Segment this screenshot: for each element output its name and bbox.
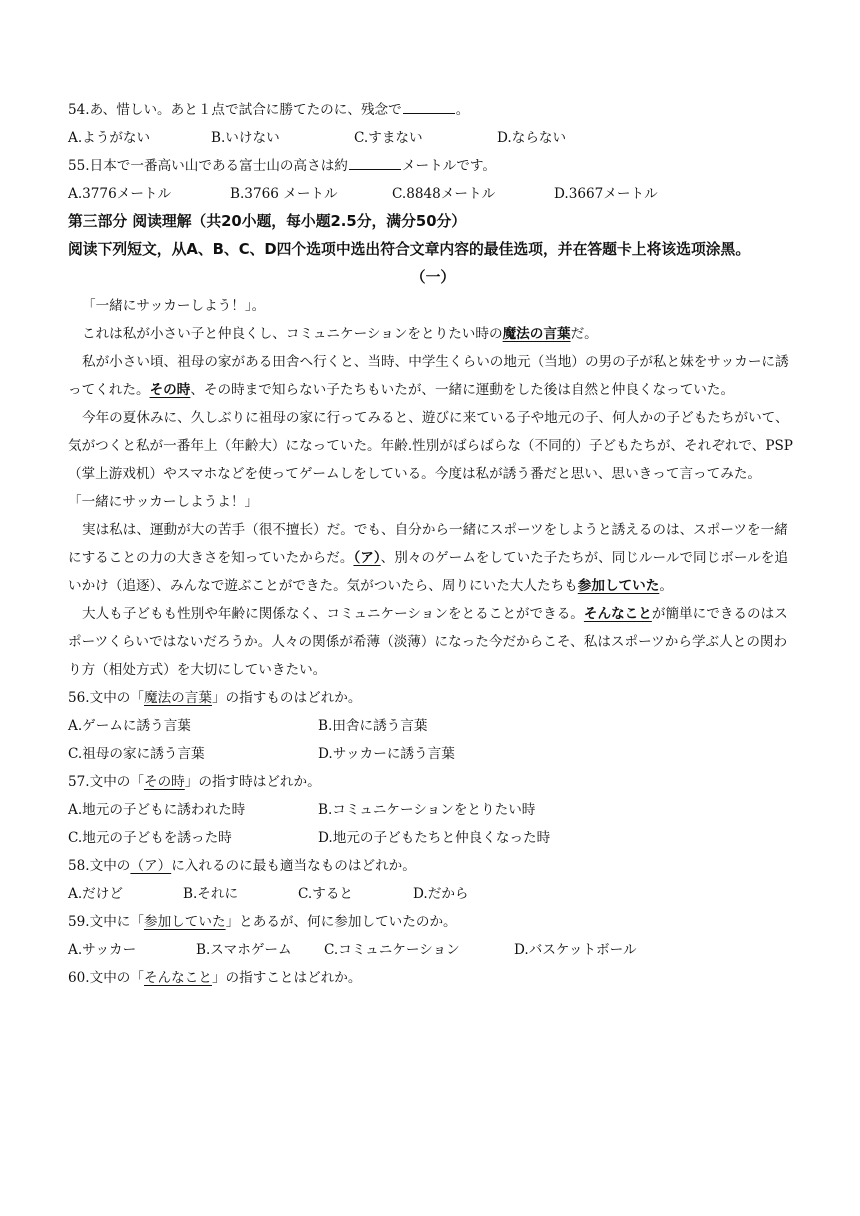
option-c: C.すまない xyxy=(354,130,423,146)
underlined-term: （ア） xyxy=(130,858,172,874)
option-a: A.サッカー xyxy=(68,942,137,958)
passage-text: 実は私は、運動が大の苦手（很不擅长）だ。でも、自分から一緒にスポーツをしようと誘えるのは、スポーツを一緒にすることの力の大きさを知っていたからだ。 xyxy=(68,522,788,566)
option-d: D.3667メートル xyxy=(554,186,658,202)
question-text: 60.文中の「 xyxy=(68,970,144,986)
section-title: 第三部分 阅读理解（共20小题，每小题2.5分，满分50分） xyxy=(68,213,467,230)
option-b: B.3766 メートル xyxy=(230,186,338,202)
option-a: A.地元の子どもに誘われた時 xyxy=(68,802,246,818)
question-56-stem xyxy=(68,684,798,712)
underlined-term: 参加していた xyxy=(144,914,226,930)
passage-paragraph-4: 今年の夏休みに、久しぶりに祖母の家に行ってみると、遊びに来ている子や地元の子、何人かの子どもたちがいて、気がつくと私が一番年上（年齢大）になっていた。年齢.性別がばらばらな（不同的）子どもたちが、それぞれで、PSP（掌上游戏机）やスマホなどを使ってゲームしをしている。今度は私が誘う番だと思い、思いきって言ってみた。 xyxy=(68,410,793,482)
option-a: A.3776メートル xyxy=(68,186,172,202)
question-57-options-row-1 xyxy=(68,796,798,824)
question-60-stem xyxy=(68,964,798,992)
question-text: 57.文中の「 xyxy=(68,774,144,790)
option-c: C.すると xyxy=(298,886,354,902)
passage-text: 私が小さい頃、祖母の家がある田舎へ行くと、当時、中学生くらいの地元（当地）の男の子が私と妹をサッカーに誘ってくれた。 xyxy=(68,354,789,398)
passage-text: 、その時まで知らない子たちもいたが、一緒に運動をした後は自然と仲良くなっていた。 xyxy=(190,382,735,398)
underlined-term: その時 xyxy=(149,382,191,398)
underlined-term: そんなこと xyxy=(583,606,652,622)
exam-page xyxy=(68,96,798,992)
option-d: D.地元の子どもたちと仲良くなった時 xyxy=(318,830,551,846)
underlined-term: 魔法の言葉 xyxy=(502,326,571,342)
passage-paragraph-3 xyxy=(68,348,798,404)
passage-text: だ。 xyxy=(570,326,598,342)
option-c: C.8848メートル xyxy=(392,186,496,202)
question-55-options xyxy=(68,180,798,208)
question-56-options-row-1 xyxy=(68,712,798,740)
passage-paragraph-5: 「一緒にサッカーしようよ！」 xyxy=(68,494,259,510)
option-d: D.ならない xyxy=(497,130,567,146)
question-54-options xyxy=(68,124,798,152)
option-d: D.サッカーに誘う言葉 xyxy=(318,746,455,762)
question-text: メートルです。 xyxy=(401,158,496,174)
option-c: C.祖母の家に誘う言葉 xyxy=(68,746,205,762)
question-58-stem xyxy=(68,852,798,880)
question-59-stem xyxy=(68,908,798,936)
underlined-term: 参加していた xyxy=(577,578,660,594)
section-instruction: 阅读下列短文，从A、B、C、D四个选项中选出符合文章内容的最佳选项，并在答题卡上将该选项涂黑。 xyxy=(68,241,751,258)
question-text: 」の指すものはどれか。 xyxy=(211,690,362,706)
underlined-term: 魔法の言葉 xyxy=(144,690,212,706)
option-b: B.田舎に誘う言葉 xyxy=(318,718,428,734)
underlined-term: そんなこと xyxy=(144,970,212,986)
passage-text: が簡単にできるのはスポーツくらいではないだろうか。人々の関係が希薄（淡薄）になった今だからこそ、私はスポーツから学ぶ人との関わり方（相处方式）を大切にしていきたい。 xyxy=(68,606,788,678)
option-d: D.バスケットボール xyxy=(514,942,637,958)
question-text: 」の指す時はどれか。 xyxy=(184,774,321,790)
question-text: 55.日本で一番高い山である富士山の高さは約 xyxy=(68,158,348,174)
question-58-options xyxy=(68,880,798,908)
passage-text: これは私が小さい子と仲良くし、コミュニケーションをとりたい時の xyxy=(82,326,503,342)
question-text: に入れるのに最も適当なものはどれか。 xyxy=(171,858,416,874)
option-d: D.だから xyxy=(413,886,469,902)
passage-number: （一） xyxy=(410,269,456,286)
option-b: B.スマホゲーム xyxy=(196,942,292,958)
passage-paragraph-6 xyxy=(68,516,798,600)
question-text: 54.あ、惜しい。あと１点で試合に勝てたのに、残念で xyxy=(68,102,402,118)
question-text: 58.文中の xyxy=(68,858,131,874)
question-59-options xyxy=(68,936,798,964)
question-text: 59.文中に「 xyxy=(68,914,144,930)
passage-paragraph-1: 「一緒にサッカーしよう！」。 xyxy=(82,298,266,314)
answer-blank xyxy=(349,155,401,170)
option-c: C.地元の子どもを誘った時 xyxy=(68,830,232,846)
option-c: C.コミュニケーション xyxy=(324,942,460,958)
passage-paragraph-7 xyxy=(68,600,798,684)
option-a: A.ようがない xyxy=(68,130,151,146)
question-55-stem xyxy=(68,152,798,180)
option-b: B.いけない xyxy=(211,130,280,146)
passage-text: 、別々のゲームをしていた子たちが、同じルールで同じボールを追いかけ（追逐）、みんなで遊ぶことができた。気がついたら、周りにいた大人たちも xyxy=(68,550,788,594)
question-text: 。 xyxy=(455,102,470,118)
question-text: 」の指すことはどれか。 xyxy=(211,970,362,986)
underlined-term: その時 xyxy=(144,774,185,790)
option-b: B.それに xyxy=(183,886,239,902)
blank-marker: （ア） xyxy=(353,550,381,566)
question-57-stem xyxy=(68,768,798,796)
option-a: A.ゲームに誘う言葉 xyxy=(68,718,191,734)
passage-paragraph-2 xyxy=(68,320,798,348)
passage-text: 。 xyxy=(659,578,673,594)
question-56-options-row-2 xyxy=(68,740,798,768)
option-a: A.だけど xyxy=(68,886,123,902)
answer-blank xyxy=(403,99,455,114)
question-text: 56.文中の「 xyxy=(68,690,144,706)
option-b: B.コミュニケーションをとりたい時 xyxy=(318,802,536,818)
question-54-stem xyxy=(68,96,798,124)
passage-text: 大人も子どもも性別や年齢に関係なく、コミュニケーションをとることができる。 xyxy=(82,606,584,622)
question-57-options-row-2 xyxy=(68,824,798,852)
question-text: 」とあるが、何に参加していたのか。 xyxy=(225,914,457,930)
